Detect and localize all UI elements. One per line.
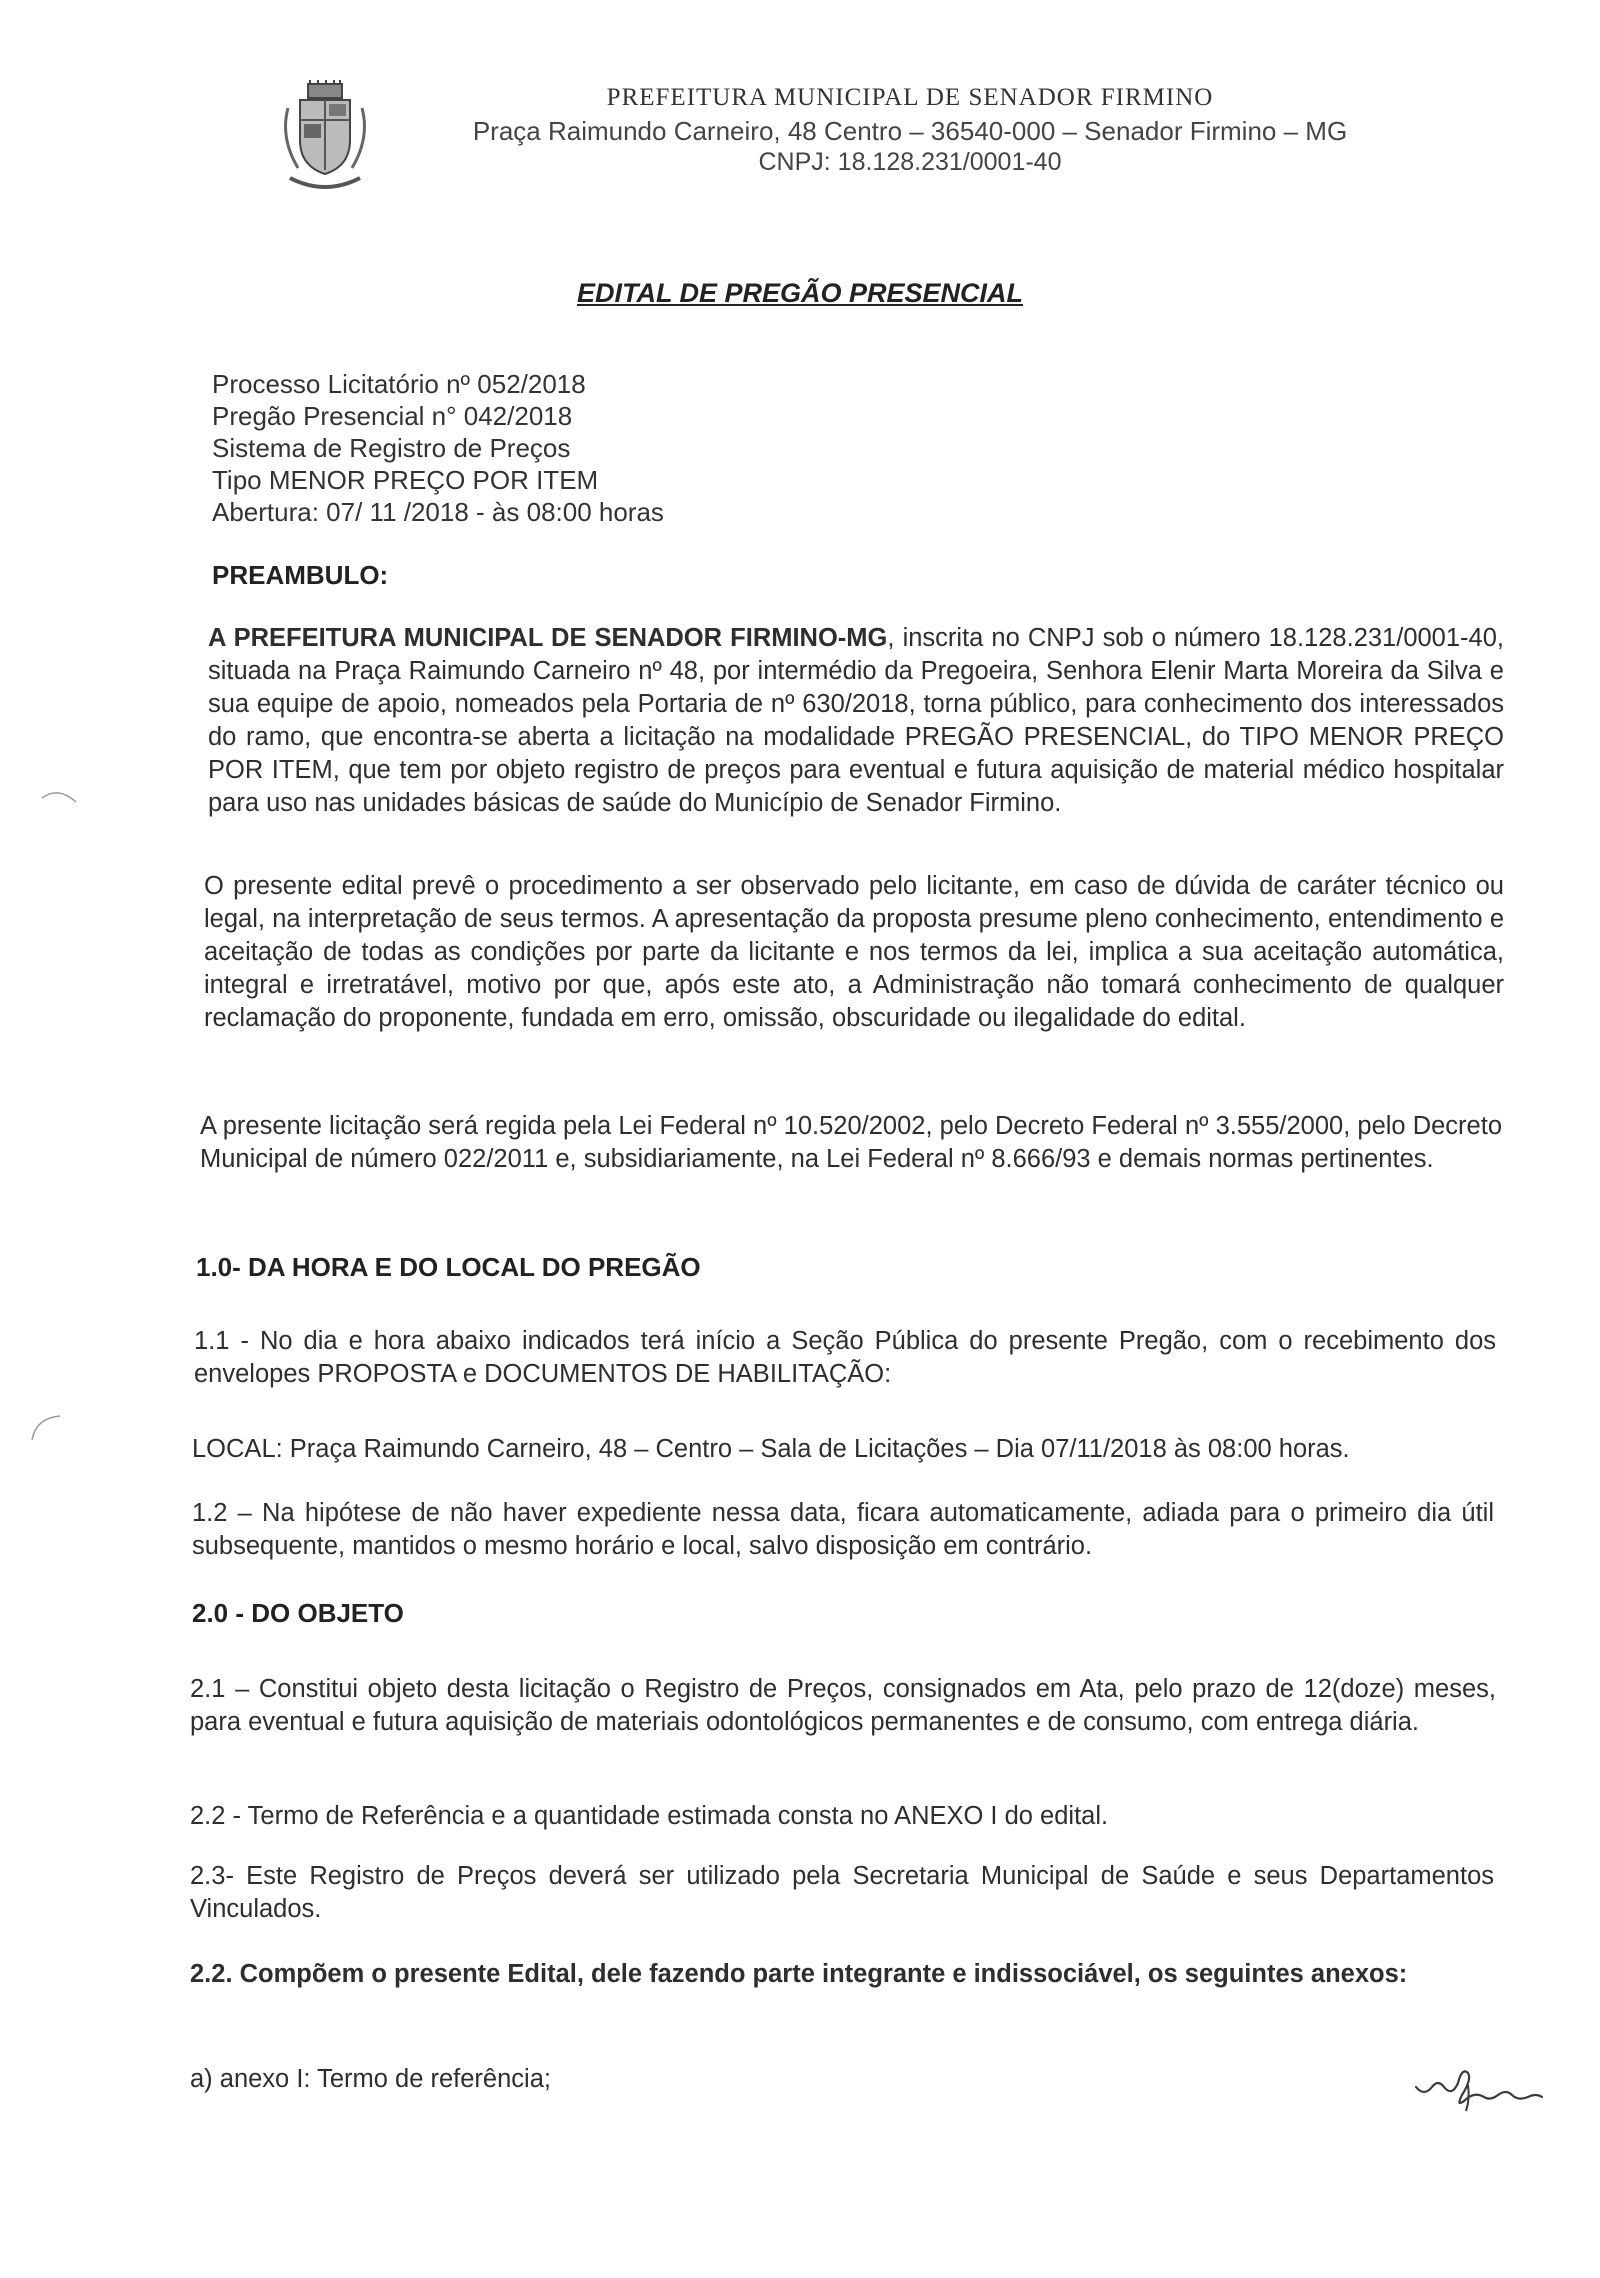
location-line: LOCAL: Praça Raimundo Carneiro, 48 – Centro – Sala de Licitações – Dia 07/11/2018 às 08:00 horas. [192,1435,1350,1463]
section-2-3-paragraph: 2.3- Este Registro de Preços deverá ser utilizado pela Secretaria Municipal de Saúde e seus Departamentos Vinculados. [190,1862,1494,1923]
preambulo-body: , inscrita no CNPJ sob o número 18.128.231/0001-40, situada na Praça Raimundo Carneiro nº 48, por intermédio da Pregoeira, Senhora Elenir Marta Moreira da Silva e sua equipe de apoio, nomeados pela Portaria de nº 630/2018, torna público, para conhecimento dos interessados do ramo, que encontra-se aberta a licitação na modalidade PREGÃO PRESENCIAL, do TIPO MENOR PREÇO POR ITEM, que tem por objeto registro de preços para eventual e futura aquisição de material médico hospitalar para uso nas unidades básicas de saúde do Município de Senador Firmino. [208,624,1504,817]
registry-system: Sistema de Registro de Preços [212,433,571,463]
process-info-block [212,368,1112,528]
document-title: EDITAL DE PREGÃO PRESENCIAL [576,278,1024,308]
section-2-heading: 2.0 - DO OBJETO [192,1598,404,1628]
municipal-coat-of-arms-icon [270,78,380,196]
opening-date: Abertura: 07/ 11 /2018 - às 08:00 horas [212,497,664,527]
letterhead-cnpj: CNPJ: 18.128.231/0001-40 [758,148,1062,176]
letterhead-address: Praça Raimundo Carneiro, 48 Centro – 36540-000 – Senador Firmino – MG [472,116,1348,146]
preambulo-heading: PREAMBULO: [212,560,389,590]
section-1-heading: 1.0- DA HORA E DO LOCAL DO PREGÃO [196,1252,701,1282]
handwritten-initials-signature [1410,2055,1560,2115]
section-1-2-paragraph: 1.2 – Na hipótese de não haver expediente nessa data, ficara automaticamente, adiada para o primeiro dia útil subsequente, mantidos o mesmo horário e local, salvo disposição em contrário. [192,1499,1494,1560]
annex-a-line: a) anexo I: Termo de referência; [190,2065,551,2093]
process-number: Processo Licitatório nº 052/2018 [212,369,586,399]
letterhead-municipality-name: PREFEITURA MUNICIPAL DE SENADOR FIRMINO [606,84,1214,111]
scan-mark-icon [40,780,80,810]
procedure-paragraph: O presente edital prevê o procedimento a ser observado pelo licitante, em caso de dúvida de caráter técnico ou legal, na interpretação de seus termos. A apresentação da proposta presume pleno conhecimento, entendimento e aceitação de todas as condições por parte da licitante e nos termos da lei, implica a sua aceitação automática, integral e irretratável, motivo por que, após este ato, a Administração não tomará conhecimento de qualquer reclamação do proponente, fundada em erro, omissão, obscuridade ou ilegalidade do edital. [204,872,1504,1032]
section-1-1-paragraph: 1.1 - No dia e hora abaixo indicados terá início a Seção Pública do presente Pregão, com o recebimento dos envelopes PROPOSTA e DOCUMENTOS DE HABILITAÇÃO: [194,1327,1496,1388]
section-2-1-paragraph: 2.1 – Constitui objeto desta licitação o Registro de Preços, consignados em Ata, pelo prazo de 12(doze) meses, para eventual e futura aquisição de materiais odontológicos permanentes e de consumo, com entrega diária. [190,1675,1496,1736]
pregao-number: Pregão Presencial n° 042/2018 [212,401,573,431]
preambulo-lead: A PREFEITURA MUNICIPAL DE SENADOR FIRMINO-MG [208,624,888,652]
bid-type: Tipo MENOR PREÇO POR ITEM [212,465,599,495]
section-2-2-annexes-paragraph: 2.2. Compõem o presente Edital, dele fazendo parte integrante e indissociável, os seguintes anexos: [190,1960,1408,1988]
preambulo-paragraph [208,622,1504,820]
section-2-2-line: 2.2 - Termo de Referência e a quantidade estimada consta no ANEXO I do edital. [190,1802,1109,1830]
legislation-paragraph: A presente licitação será regida pela Lei Federal nº 10.520/2002, pelo Decreto Federal nº 3.555/2000, pelo Decreto Municipal de número 022/2011 e, subsidiariamente, na Lei Federal nº 8.666/93 e demais normas pertinentes. [200,1112,1502,1173]
scan-mark-icon [28,1410,68,1450]
